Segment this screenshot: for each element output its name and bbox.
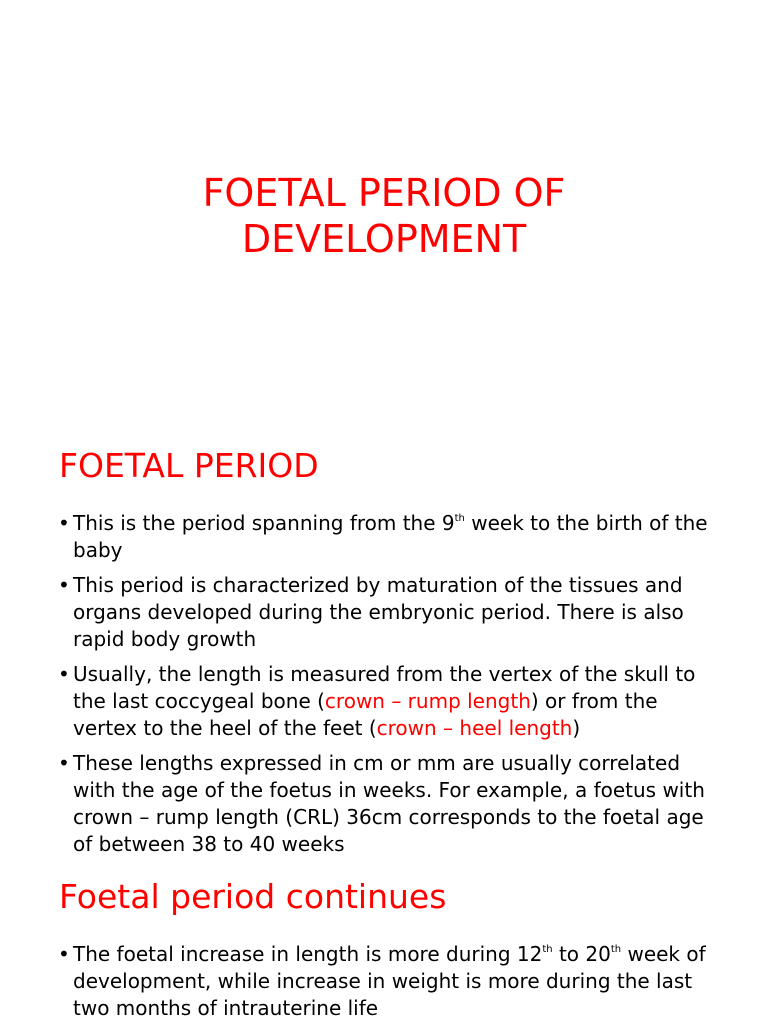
bullet-item [58,941,718,1022]
bullet-text: This period is characterized by maturation of the tissues and organs developed during the embryonic period. There is also rapid body growth [73,573,684,651]
bullet-text: ) or from the vertex to the heel of the feet ( [73,689,658,740]
bullet-item [58,510,718,564]
bullet-text: This is the period spanning from the 9 [73,511,455,535]
bullet-item [58,661,718,742]
highlight-crown-heel-length: crown – heel length [376,716,573,740]
bullet-item [58,750,718,858]
bullet-text: These lengths expressed in cm or mm are usually correlated with the age of the foetus in weeks. For example, a foetus with crown – rump length (CRL) 36cm corresponds to the foetal age of between 38 to 40 weeks [73,751,705,856]
bullet-text: week of development, while increase in weight is more during the last two months of intrauterine life [73,942,706,1020]
bullet-marker: • [58,751,70,775]
bullet-text: to 20 [552,942,611,966]
bullet-text: ) [572,716,581,740]
bullet-marker: • [58,662,70,686]
bullet-text: The foetal increase in length is more during 12 [73,942,543,966]
slide-title-line1: FOETAL PERIOD OF [202,171,566,215]
superscript: th [610,944,622,955]
bullet-marker: • [58,511,70,535]
slide-title-line2: DEVELOPMENT [241,217,527,261]
highlight-crown-rump-length: crown – rump length [324,689,531,713]
superscript: th [454,513,465,524]
bullet-marker: • [58,942,70,966]
bullet-text: Usually, the length is measured from the vertex of the skull to the last coccygeal bone ( [73,662,696,713]
section-heading-foetal-period: FOETAL PERIOD [59,446,319,485]
slide-title [0,170,768,262]
superscript: th [542,944,553,955]
bullet-list-foetal-period-continues [58,941,718,1030]
bullet-marker: • [58,573,70,597]
bullet-list-foetal-period [58,510,718,866]
title-slide [0,0,768,430]
section-heading-foetal-period-continues: Foetal period continues [59,877,447,916]
bullet-text: week to the birth of the baby [73,511,708,562]
bullet-item [58,572,718,653]
